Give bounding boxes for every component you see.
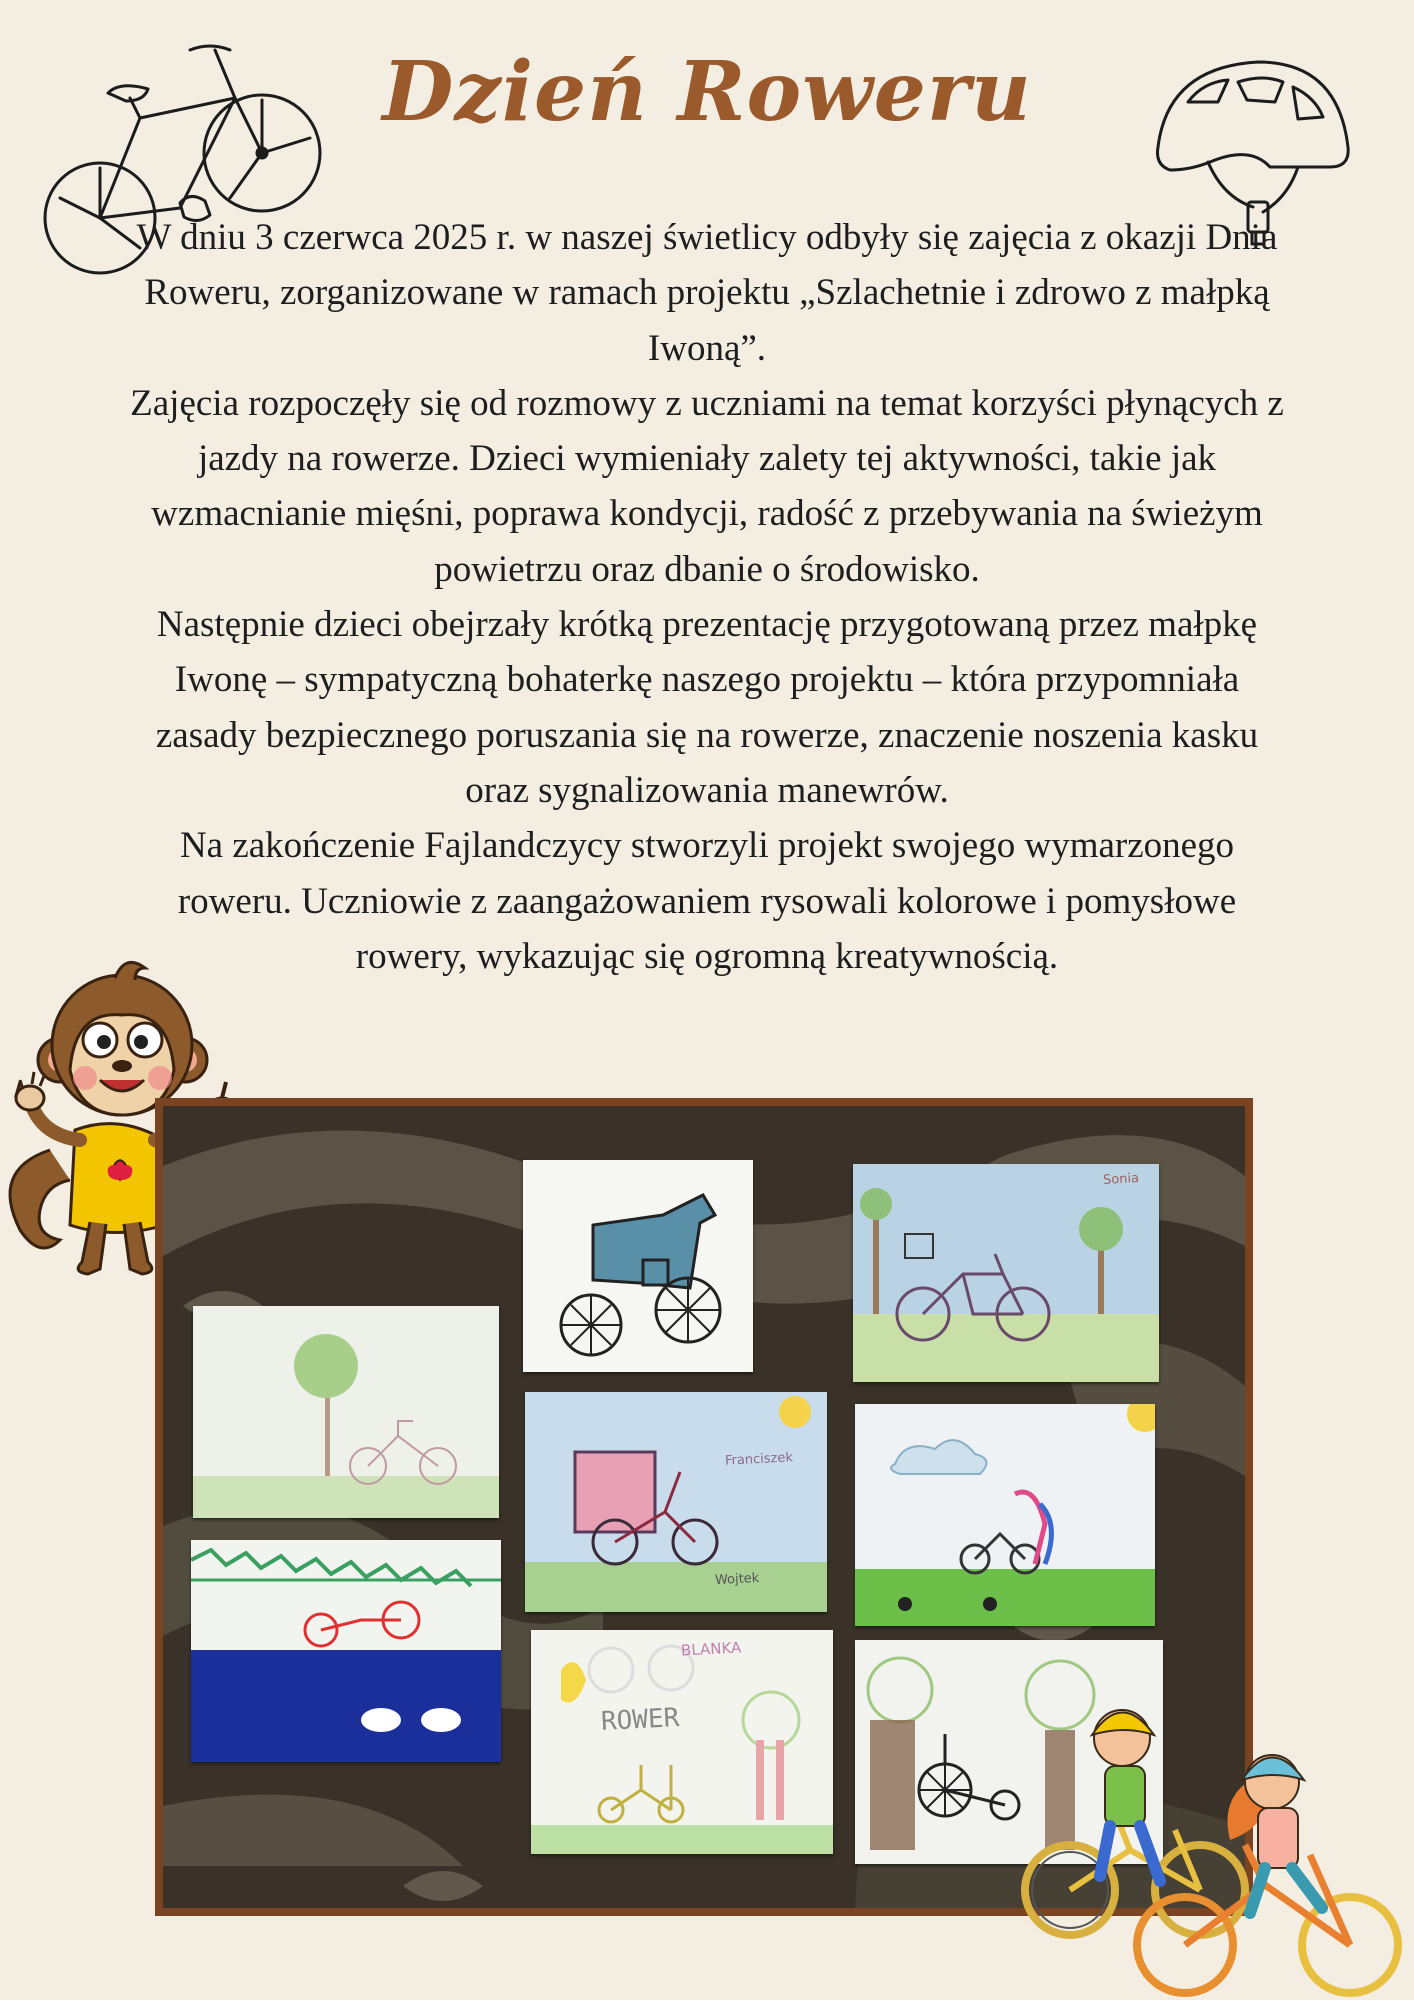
paragraph-discussion: Zajęcia rozpoczęły się od rozmowy z uczniami na temat korzyści płynących z jazdy na rowerze. Dzieci wymieniały zalety tej aktywności, takie jak wzmacnianie mięśni, poprawa kondycji, radość z przebywania na świeżym powietrzu oraz dbanie o środowisko. [130,382,1284,590]
drawing-tree-bike [193,1306,499,1518]
drawing-pink-cart-bike [525,1392,827,1612]
drawing-rower-yellow-bike [531,1630,833,1854]
paragraph-conclusion: Na zakończenie Fajlandczycy stworzyli projekt swojego wymarzonego roweru. Uczniowie z zaangażowaniem rysowali kolorowe i pomysłowe rowery, wykazując się ogromną kreatywnością. [177,825,1237,977]
drawing-blue-frame-bike [523,1160,753,1372]
drawing-author-label: Franciszek [724,1450,794,1469]
drawing-bike-basket [853,1164,1159,1382]
drawing-author-label: ROWER [600,1702,681,1738]
article-body [120,210,1294,984]
drawing-blue-sea-bike [191,1540,501,1762]
page-title: Dzień Roweru [382,44,1032,140]
paragraph-presentation: Następnie dzieci obejrzały krótką prezentację przygotowaną przez małpkę Iwonę – sympatyczną bohaterkę naszego projektu – która przypomniała zasady bezpiecznego poruszania się na rowerze, znaczenie noszenia kasku oraz sygnalizowania manewrów. [155,604,1259,811]
drawing-author-label: BLANKA [680,1638,742,1660]
drawing-author-label: Wojtek [714,1570,760,1589]
drawing-author-label: Sonia [1102,1171,1140,1188]
kids-on-bikes-icon [1010,1690,1414,2000]
drawing-clouds-bike [855,1404,1155,1626]
paragraph-intro: W dniu 3 czerwca 2025 r. w naszej świetlicy odbyły się zajęcia z okazji Dnia Roweru, zorganizowane w ramach projektu „Szlachetnie i zdrowo z małpką Iwoną”. [136,217,1278,369]
